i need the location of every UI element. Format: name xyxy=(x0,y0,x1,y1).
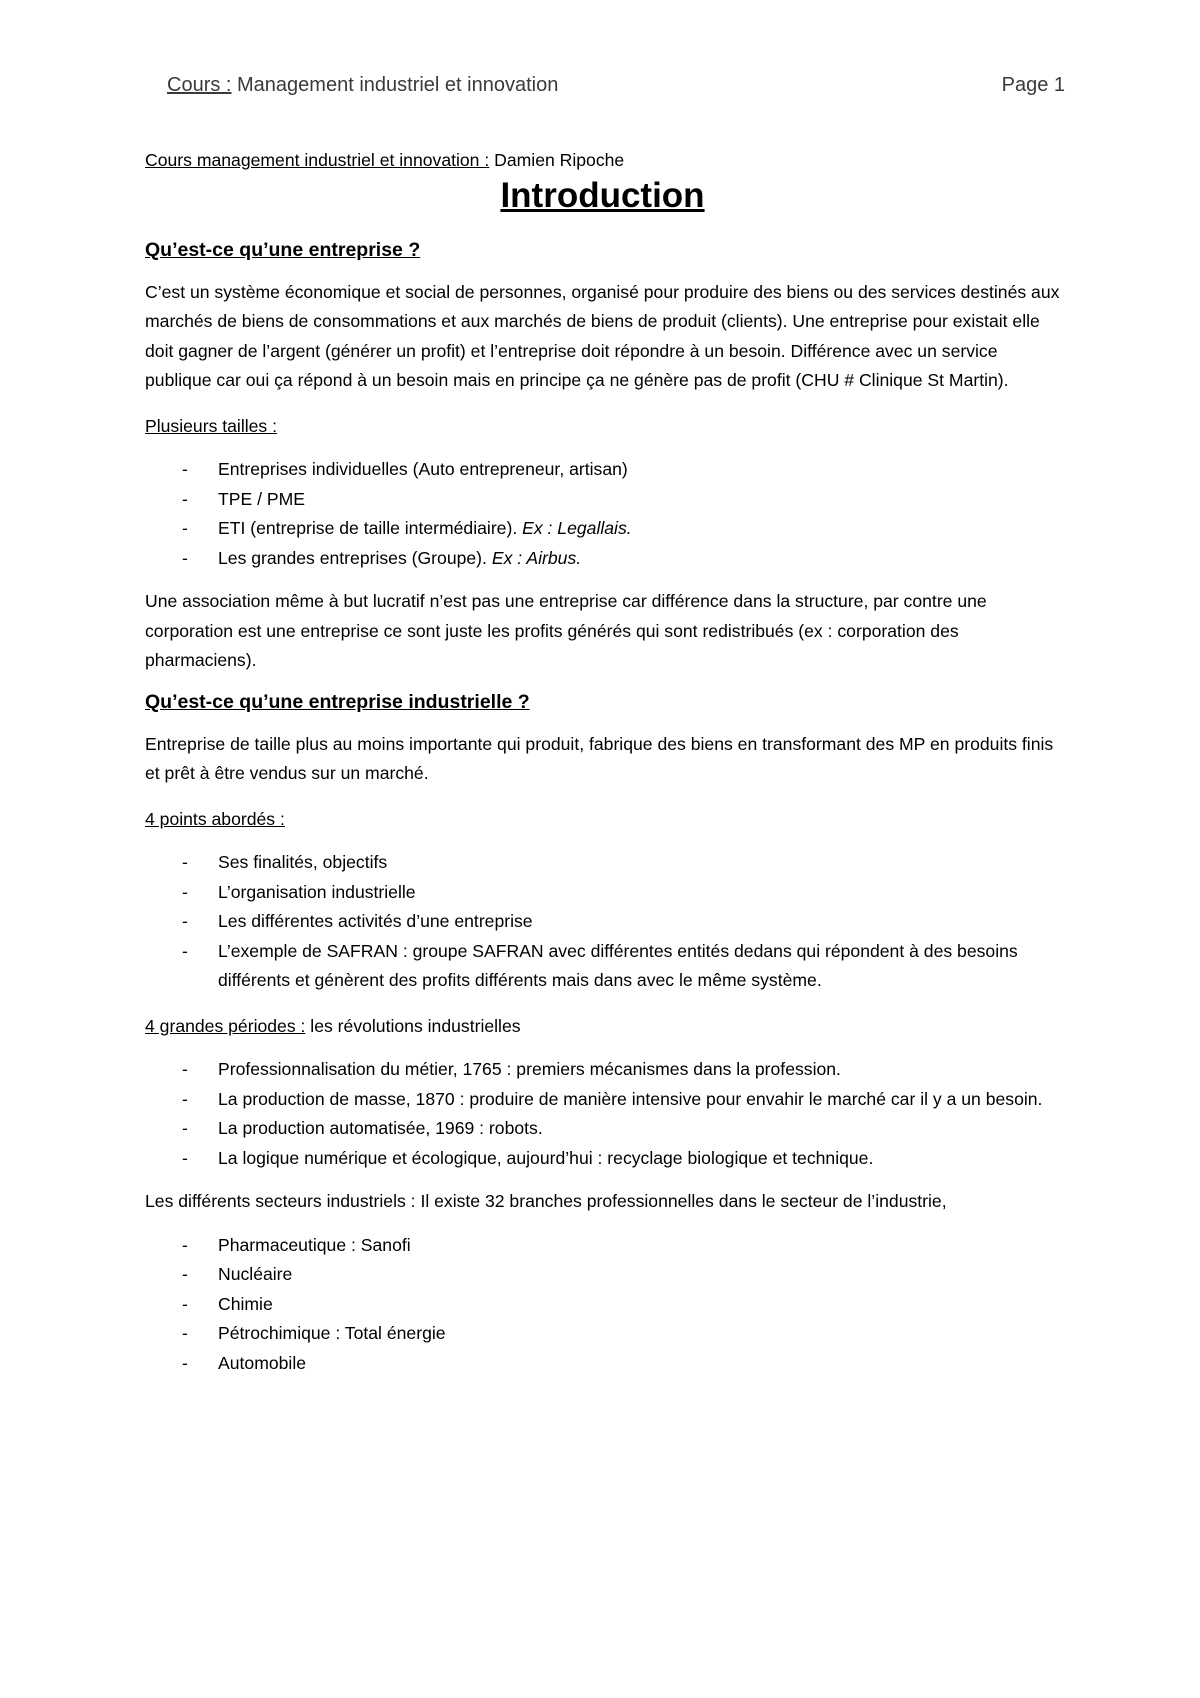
dash-bullet: - xyxy=(182,1147,188,1168)
points-list xyxy=(145,848,1060,996)
list-item: - ETI (entreprise de taille intermédiaire). Ex : Legallais. xyxy=(145,514,1060,544)
dash-bullet: - xyxy=(182,1118,188,1138)
definition-paragraph: C’est un système économique et social de personnes, organisé pour produire des biens ou des services destinés aux marchés de biens de consommations et aux marchés de biens de produit (clients). Une entreprise pour existait elle doit gagner de l’argent (générer un profit) et l’entreprise doit répondre à un besoin. Différence avec un service publique car oui ça répond à un besoin mais en principe ça ne génère pas de profit (CHU # Clinique St Martin). xyxy=(145,281,1060,390)
industrial-paragraph: Entreprise de taille plus au moins importante qui produit, fabrique des biens en transformant des MP en produits finis et prêt à être vendus sur un marché. xyxy=(145,733,1054,783)
sectors-intro: Les différents secteurs industriels : Il existe 32 branches professionnelles dans le secteur de l’industrie, xyxy=(145,1191,947,1211)
list-item: - La production de masse, 1870 : produire de manière intensive pour envahir le marché car il y a un besoin. xyxy=(145,1085,1060,1115)
author-line xyxy=(145,146,1060,176)
dash-bullet: - xyxy=(182,459,188,479)
list-item: - TPE / PME xyxy=(145,485,1060,515)
list-item: - La production automatisée, 1969 : robots. xyxy=(145,1114,1060,1144)
periods-label: 4 grandes périodes : xyxy=(145,1015,306,1036)
header-prefix: Cours : xyxy=(167,74,232,96)
dash-bullet: - xyxy=(182,547,188,568)
page-number: Page 1 xyxy=(1001,74,1065,96)
dash-bullet: - xyxy=(182,1088,188,1109)
list-item: - Nucléaire xyxy=(145,1260,1060,1290)
dash-bullet: - xyxy=(182,911,188,931)
section-heading-industrielle: Qu’est-ce qu’une entreprise industrielle ? xyxy=(145,690,530,713)
list-item: - L’exemple de SAFRAN : groupe SAFRAN avec différentes entités dedans qui répondent à des besoins différents et génèrent des profits différents mais dans avec le même système. xyxy=(145,937,1060,996)
dash-bullet: - xyxy=(182,1234,188,1255)
list-item: - L’organisation industrielle xyxy=(145,878,1060,908)
main-heading: Introduction xyxy=(500,175,705,215)
list-item: - Professionnalisation du métier, 1765 : premiers mécanismes dans la profession. xyxy=(145,1055,1060,1085)
list-item: - Ses finalités, objectifs xyxy=(145,848,1060,878)
dash-bullet: - xyxy=(182,518,188,538)
sizes-label: Plusieurs tailles : xyxy=(145,415,278,436)
dash-bullet: - xyxy=(182,1264,188,1284)
document-body xyxy=(145,146,1060,1378)
sectors-list xyxy=(145,1231,1060,1379)
list-item: - Les grandes entreprises (Groupe). Ex : Airbus. xyxy=(145,544,1060,574)
dash-bullet: - xyxy=(182,940,188,961)
points-label: 4 points abordés : xyxy=(145,808,285,829)
dash-bullet: - xyxy=(182,488,188,509)
list-item: - Chimie xyxy=(145,1290,1060,1320)
list-item: - Pétrochimique : Total énergie xyxy=(145,1319,1060,1349)
header-course-name: Management industriel et innovation xyxy=(231,74,559,96)
dash-bullet: - xyxy=(182,881,188,902)
list-item: - Pharmaceutique : Sanofi xyxy=(145,1231,1060,1261)
dash-bullet: - xyxy=(182,1352,188,1373)
periods-list xyxy=(145,1055,1060,1173)
periods-line xyxy=(145,1012,1060,1042)
periods-suffix: les révolutions industrielles xyxy=(305,1015,521,1036)
list-item: - Entreprises individuelles (Auto entrepreneur, artisan) xyxy=(145,455,1060,485)
dash-bullet: - xyxy=(182,852,188,872)
dash-bullet: - xyxy=(182,1323,188,1343)
dash-bullet: - xyxy=(182,1293,188,1314)
author-label: Cours management industriel et innovation : xyxy=(145,150,490,170)
author-name: Damien Ripoche xyxy=(489,150,625,170)
sizes-list xyxy=(145,455,1060,573)
association-paragraph: Une association même à but lucratif n’est pas une entreprise car différence dans la structure, par contre une corporation est une entreprise ce sont juste les profits générés qui sont redistribués (ex : corporation des pharmaciens). xyxy=(145,591,987,670)
header-title xyxy=(167,74,558,97)
dash-bullet: - xyxy=(182,1059,188,1079)
section-heading-entreprise: Qu’est-ce qu’une entreprise ? xyxy=(145,238,421,261)
list-item: - Les différentes activités d’une entreprise xyxy=(145,907,1060,937)
list-item: - La logique numérique et écologique, aujourd’hui : recyclage biologique et technique. xyxy=(145,1144,1060,1174)
running-header xyxy=(167,74,1065,104)
list-item: - Automobile xyxy=(145,1349,1060,1379)
